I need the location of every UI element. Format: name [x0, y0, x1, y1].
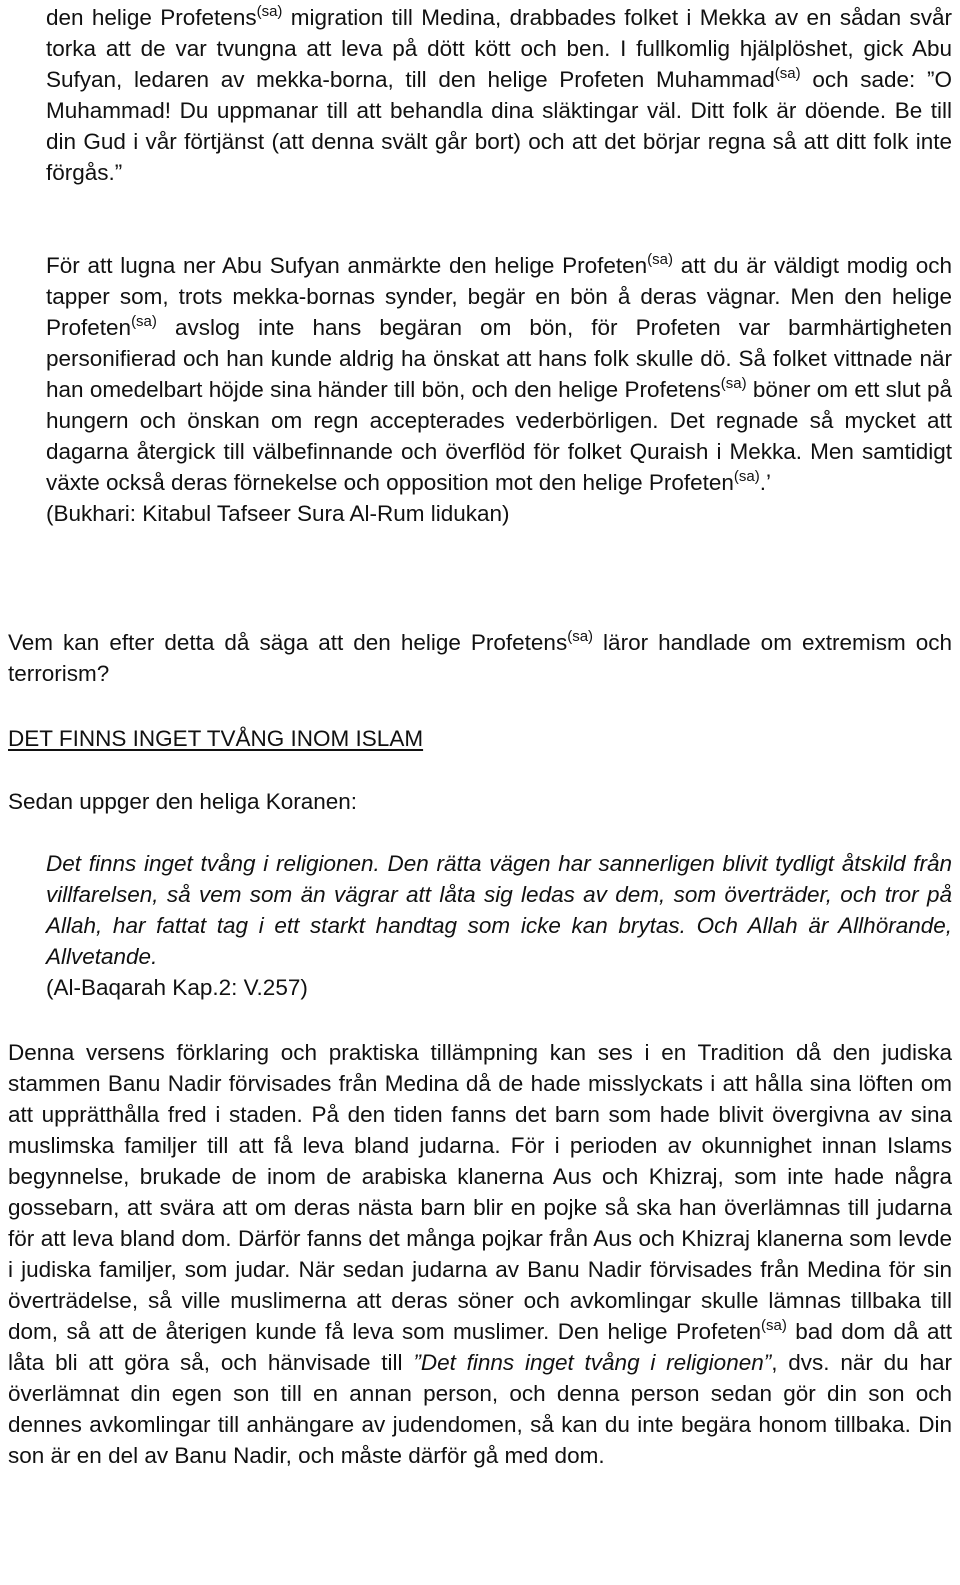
salutation-superscript: (sa) — [131, 313, 157, 330]
salutation-superscript: (sa) — [256, 3, 283, 20]
quran-quote — [46, 848, 952, 1003]
quote-text: Det finns inget tvång i religionen. Den rätta vägen har sannerligen blivit tydligt åtskild från villfarelsen, så vem som än vägrar att låta sig ledas av dem, som överträder, och tror på Allah, har fattat tag i ett starkt handtag som icke kan brytas. Och Allah är Allhörande, Allvetande. — [46, 851, 952, 969]
salutation-superscript: (sa) — [567, 628, 594, 645]
paragraph-banu-nadir — [8, 1037, 952, 1471]
paragraph-question — [8, 627, 952, 689]
paragraph-text: läror handlade om extremism och terrorism? — [8, 630, 952, 686]
paragraph-text: böner om ett slut på hungern och önskan om regn accepterades vederbörligen. Det regnade så mycket att dagarna återgick till välbefinnande och överflöd för folket Quraish i Mekka. Men samtidigt växte också deras förnekelse och opposition mot den helige Profeten — [46, 377, 952, 495]
salutation-superscript: (sa) — [733, 468, 760, 485]
paragraph-text: migration till Medina, drabbades folket i Mekka av en sådan svår torka att de var tvungna att leva på dött kött och ben. I fullkomlig hjälplöshet, gick Abu Sufyan, ledaren av mekka-borna, till den helige Profeten Muhammad — [46, 5, 952, 92]
salutation-superscript: (sa) — [720, 375, 747, 392]
salutation-superscript: (sa) — [774, 65, 801, 82]
paragraph-text: .’ — [759, 470, 772, 495]
quran-intro: Sedan uppger den heliga Koranen: — [8, 789, 358, 814]
quoted-verse: ”Det finns inget tvång i religionen” — [413, 1350, 772, 1375]
salutation-superscript: (sa) — [647, 251, 673, 268]
verse-reference: (Al-Baqarah Kap.2: V.257) — [46, 975, 308, 1000]
salutation-superscript: (sa) — [761, 1317, 787, 1334]
paragraph-text: , dvs. när du har överlämnat din egen son till en annan person, och denna person sedan gör din son och dennes avkomlingar till anhängare av judendomen, så kan du inte begära honom tillbaka. Din son är en del av Banu Nadir, och måste därför gå med dom. — [8, 1350, 952, 1468]
paragraph-text: att du är väldigt modig och tapper som, trots mekka-bornas synder, begär en bön å deras vägnar. Men den helige Profeten — [46, 253, 952, 340]
paragraph-text: avslog inte hans begäran om bön, för Profeten var barmhärtigheten personifierad och han kunde aldrig ha önskat att hans folk skulle dö. Så folket vittnade när han omedelbart höjde sina händer till bön, och den helige Profetens — [46, 315, 952, 402]
paragraph-text: Vem kan efter detta då säga att den helige Profetens — [8, 630, 568, 655]
paragraph-text: och sade: ”O Muhammad! Du uppmanar till att behandla dina släktingar väl. Ditt folk är döende. Be till din Gud i vår förtjänst (att denna svält går bort) och att det börjar regna så att ditt folk inte förgås.” — [46, 67, 952, 185]
paragraph-text: bad dom då att låta bli att göra så, och hänvisade till — [8, 1319, 953, 1375]
paragraph-text: För att lugna ner Abu Sufyan anmärkte den helige Profeten — [46, 253, 648, 278]
paragraph-text: den helige Profetens — [46, 5, 257, 30]
paragraph-prophet-prayer — [46, 250, 952, 529]
paragraph-text: Denna versens förklaring och praktiska tillämpning kan ses i en Tradition då den judiska stammen Banu Nadir förvisades från Medina då de hade misslyckats i att hålla sina löften om att upprätthålla fred i staden. På den tiden fanns det barn som hade blivit övergivna av sina muslimska familjer till att få leva bland judarna. För i perioden av okunnighet innan Islams begynnelse, brukade de inom de arabiska klanerna Aus och Khizraj, som inte hade några gossebarn, att svära att om deras nästa barn blir en pojke så ska han överlämnas till judarna för att leva bland dom. Därför fanns det många pojkar från Aus och Khizraj klanerna som levde i judiska familjer, som judar. När sedan judarna av Banu Nadir förvisades från Medina för sin överträdelse, så ville muslimerna att deras söner och avkomlingar skulle lämnas tillbaka till dom, så att de återigen kunde få leva som muslimer. Den helige Profeten — [8, 1040, 952, 1344]
hadith-reference: (Bukhari: Kitabul Tafseer Sura Al-Rum lidukan) — [46, 501, 510, 526]
paragraph-drought-story — [46, 2, 952, 188]
section-heading: DET FINNS INGET TVÅNG INOM ISLAM — [8, 726, 424, 751]
